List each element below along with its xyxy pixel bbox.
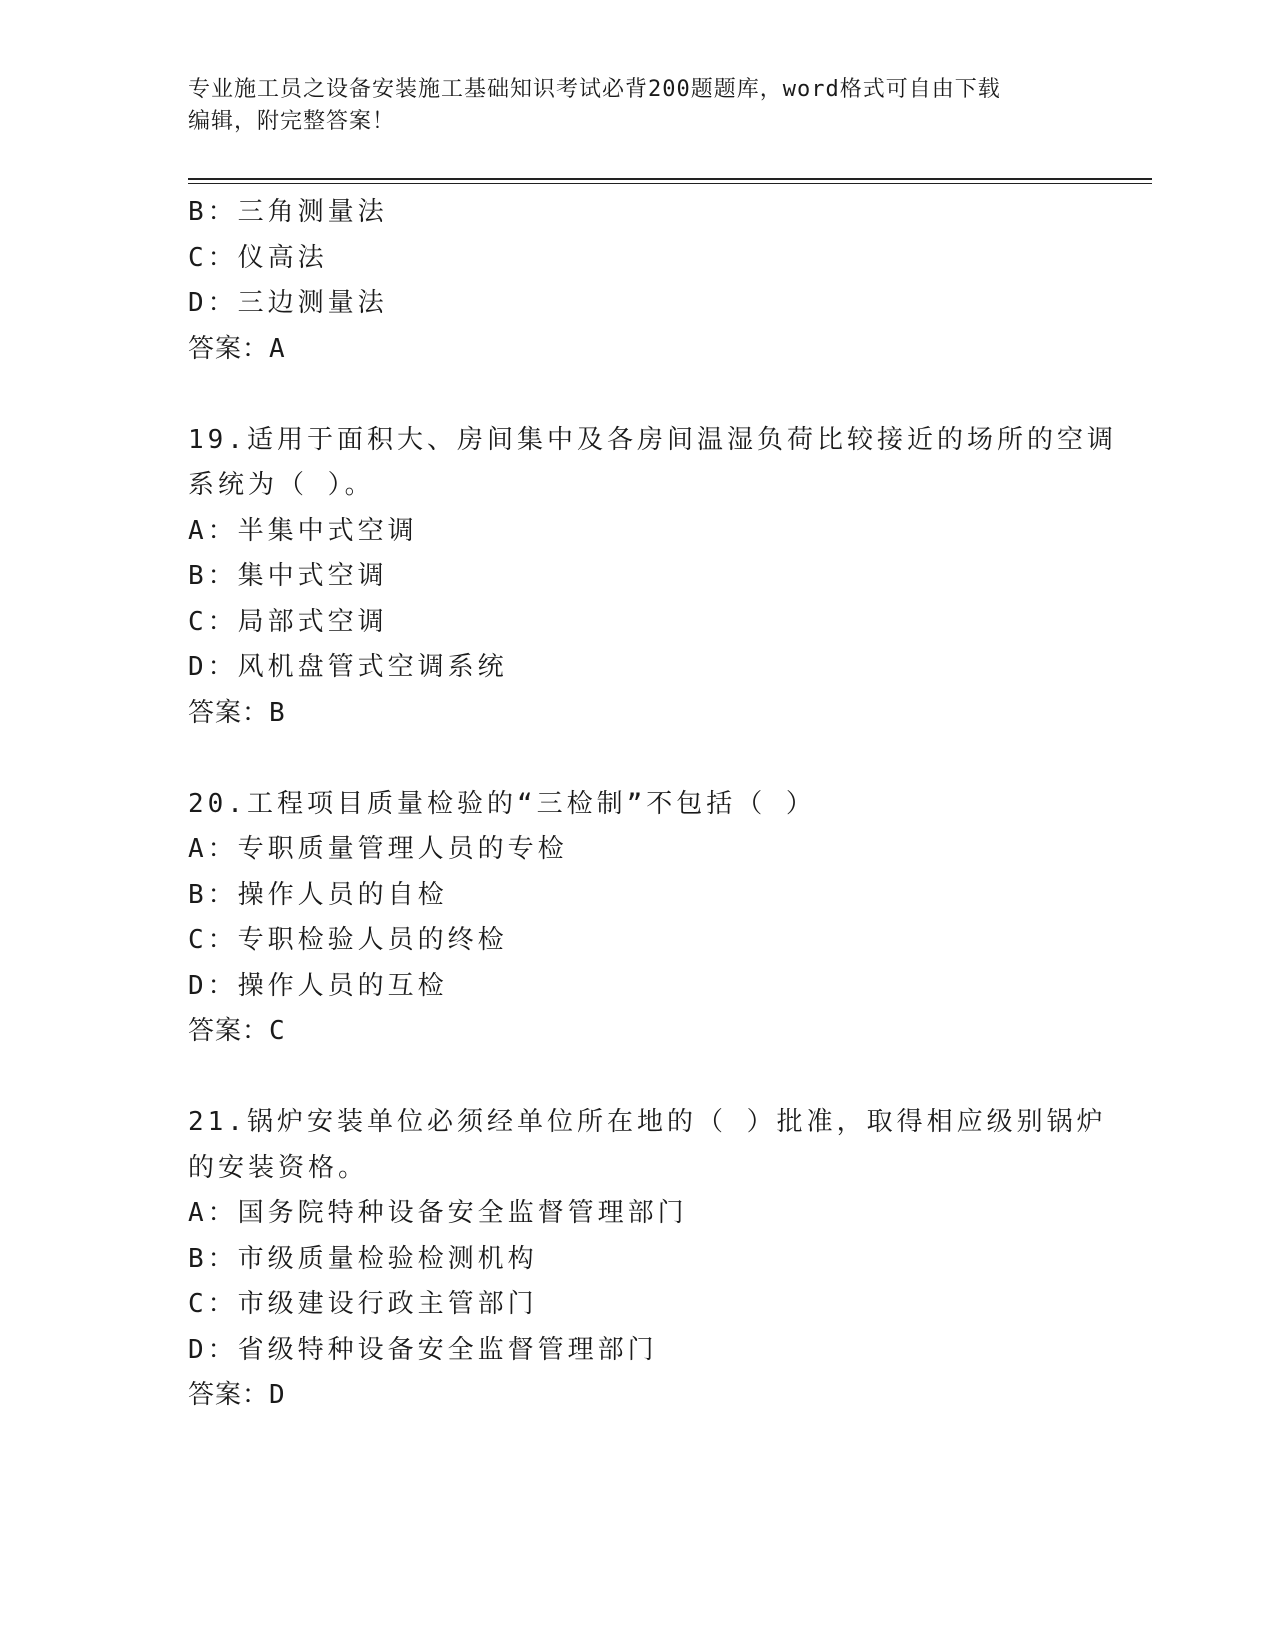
option-d: D：风机盘管式空调系统 bbox=[188, 652, 508, 682]
option-b: B：市级质量检验检测机构 bbox=[188, 1243, 538, 1274]
option-b: B：集中式空调 bbox=[188, 561, 388, 591]
spacer bbox=[188, 1055, 1088, 1101]
question-19 bbox=[188, 418, 1117, 737]
option-d: D：省级特种设备安全监督管理部门 bbox=[188, 1334, 658, 1365]
document-header bbox=[188, 74, 1068, 138]
header-divider-thin bbox=[188, 183, 1152, 184]
option-b: B：操作人员的自检 bbox=[188, 879, 448, 910]
answer: 答案：D bbox=[188, 1380, 286, 1410]
option-b: B：三角测量法 bbox=[188, 197, 388, 227]
question-20 bbox=[188, 782, 1088, 1055]
header-divider-thick bbox=[188, 178, 1152, 180]
question-21 bbox=[188, 1100, 1107, 1419]
option-c: C：仪高法 bbox=[188, 242, 328, 273]
option-c: C：市级建设行政主管部门 bbox=[188, 1289, 538, 1319]
question-stem: 21.锅炉安装单位必须经单位所在地的（ ）批准，取得相应级别锅炉 bbox=[188, 1107, 1107, 1137]
option-a: A：国务院特种设备安全监督管理部门 bbox=[188, 1198, 688, 1228]
question-list bbox=[188, 190, 1117, 1419]
option-a: A：专职质量管理人员的专检 bbox=[188, 834, 568, 864]
answer: 答案：C bbox=[188, 1016, 286, 1046]
option-c: C：局部式空调 bbox=[188, 606, 388, 637]
header-line-2: 编辑，附完整答案！ bbox=[188, 109, 396, 134]
question-stem-cont: 的安装资格。 bbox=[188, 1152, 369, 1183]
answer: 答案：A bbox=[188, 333, 286, 364]
option-a: A：半集中式空调 bbox=[188, 515, 418, 546]
spacer bbox=[188, 736, 1088, 782]
answer: 答案：B bbox=[188, 697, 286, 728]
option-d: D：三边测量法 bbox=[188, 288, 388, 318]
question-stem: 19.适用于面积大、房间集中及各房间温湿负荷比较接近的场所的空调 bbox=[188, 424, 1117, 455]
header-line-1: 专业施工员之设备安装施工基础知识考试必背200题题库，word格式可自由下载 bbox=[188, 77, 1001, 102]
question-stem-cont: 系统为（ ）。 bbox=[188, 470, 375, 500]
spacer bbox=[188, 372, 1088, 418]
option-c: C：专职检验人员的终检 bbox=[188, 925, 508, 955]
question-stem: 20.工程项目质量检验的“三检制”不包括（ ） bbox=[188, 788, 816, 819]
option-d: D：操作人员的互检 bbox=[188, 970, 448, 1001]
question-18-tail bbox=[188, 190, 1088, 372]
